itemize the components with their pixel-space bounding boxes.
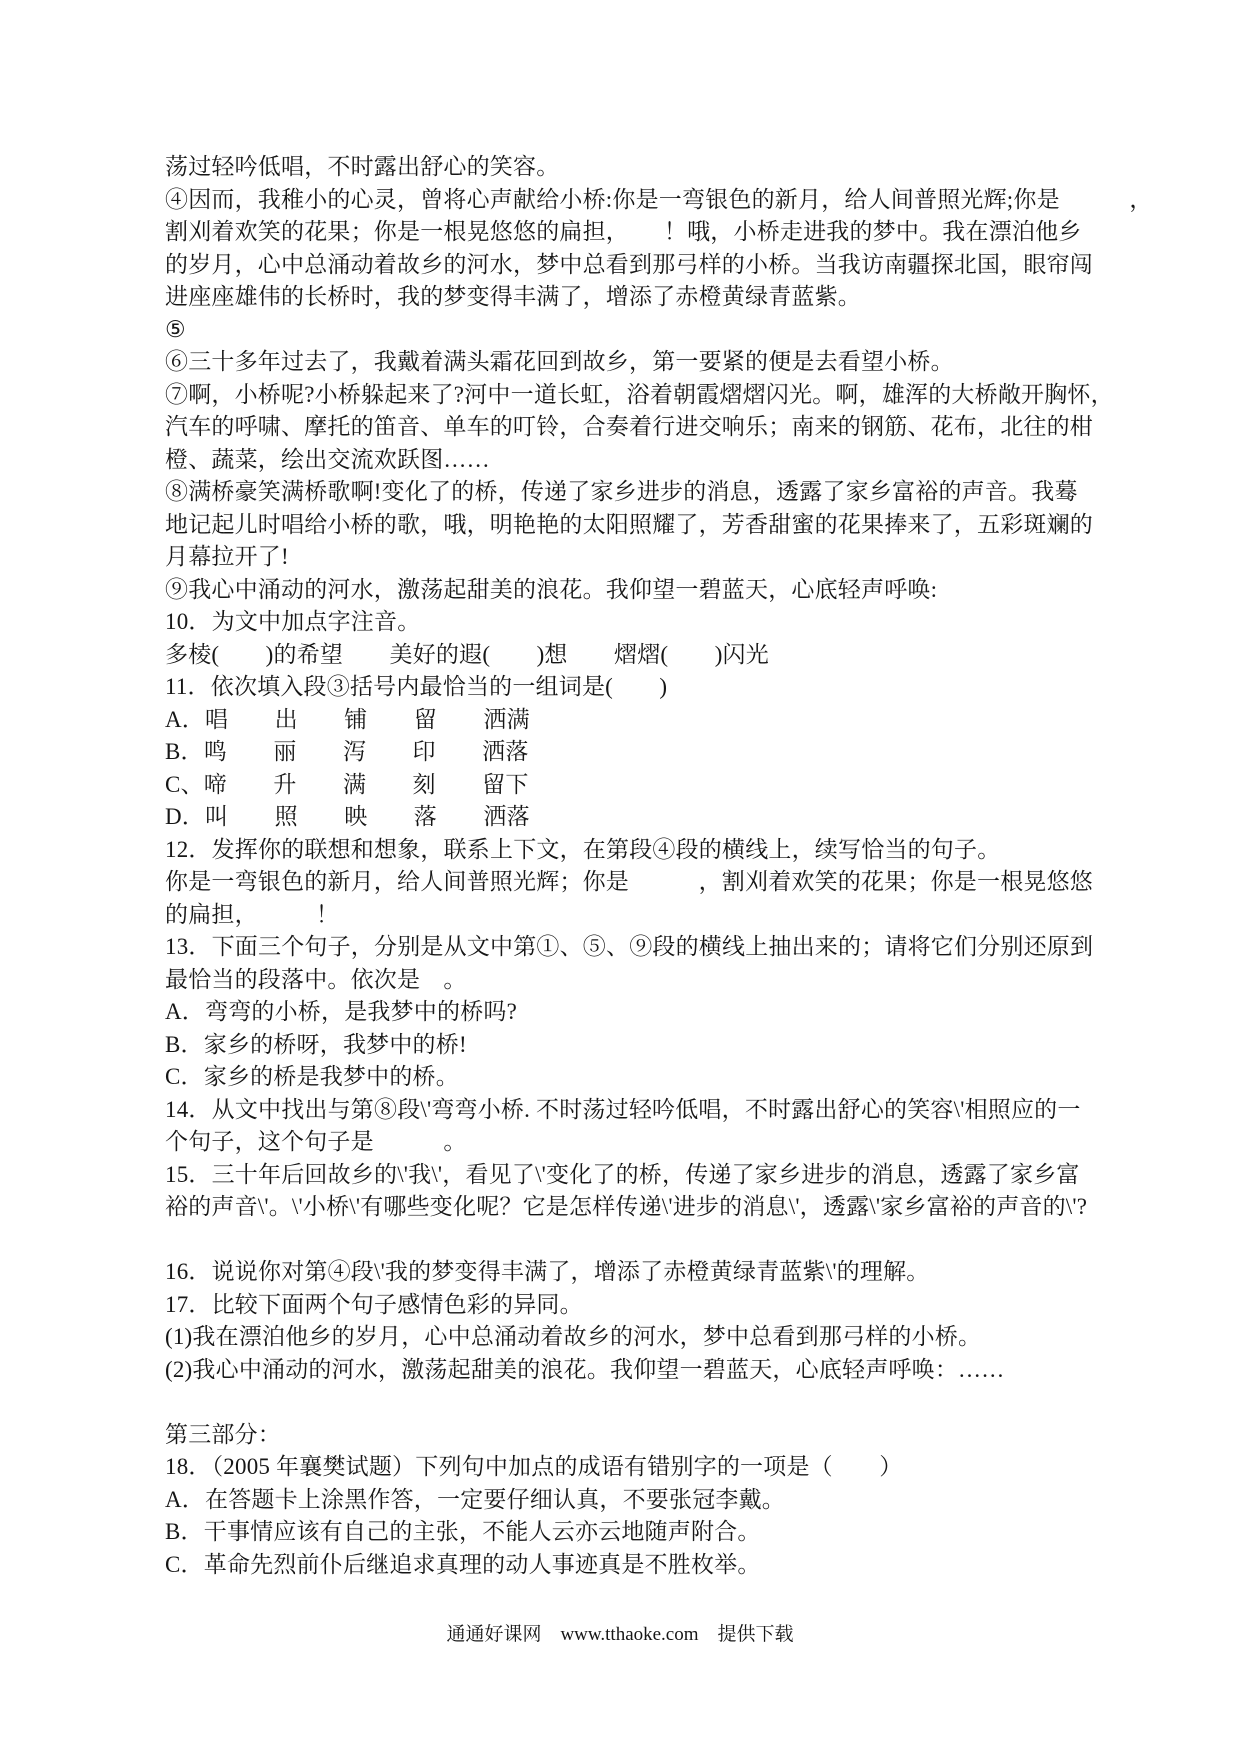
question-11-option-a: A．唱 出 铺 留 洒满	[165, 706, 530, 732]
passage-para7-line2: 汽车的呼啸、摩托的笛音、单车的叮铃，合奏着行进交响乐；南来的钢筋、花布，北往的柑	[165, 414, 1093, 439]
question-13-option-b: B．家乡的桥呀，我梦中的桥!	[165, 1031, 467, 1057]
question-18-option-b: B．干事情应该有自己的主张，不能人云亦云地随声附合。	[165, 1519, 761, 1544]
passage-para8-line2: 地记起儿时唱给小桥的歌，哦，明艳艳的太阳照耀了，芳香甜蜜的花果捧来了，五彩斑斓的	[165, 511, 1093, 537]
question-17-stem: 17．比较下面两个句子感情色彩的异同。	[165, 1291, 583, 1317]
question-17-sentence-1: (1)我在漂泊他乡的岁月，心中总涌动着故乡的河水，梦中总看到那弓样的小桥。	[165, 1324, 982, 1349]
question-12-sentence-line2: 的扁担， ！	[165, 901, 340, 927]
passage-para8-line3: 月幕拉开了!	[165, 544, 289, 569]
question-13-option-a: A．弯弯的小桥，是我梦中的桥吗?	[165, 999, 518, 1024]
question-11-option-c: C、啼 升 满 刻 留下	[165, 771, 529, 797]
question-10-items: 多棱( )的希望 美好的遐( )想 熠熠( )闪光	[165, 641, 769, 667]
passage-para5: ⑤	[165, 316, 186, 342]
blank-line	[165, 1386, 1125, 1419]
passage-para4-line3: 的岁月，心中总涌动着故乡的河水，梦中总看到那弓样的小桥。当我访南疆探北国，眼帘闯	[165, 251, 1093, 277]
question-12-stem: 12．发挥你的联想和想象，联系上下文，在第段④段的横线上，续写恰当的句子。	[165, 836, 1001, 862]
passage-para6: ⑥三十多年过去了，我戴着满头霜花回到故乡，第一要紧的便是去看望小桥。	[165, 349, 954, 374]
question-12-sentence-line1: 你是一弯银色的新月，给人间普照光辉；你是 ，割刈着欢笑的花果；你是一根晃悠悠	[165, 869, 1093, 894]
passage-para3-continuation: 荡过轻吟低唱，不时露出舒心的笑容。	[165, 154, 560, 179]
question-14-stem-line2: 个句子，这个句子是 。	[165, 1129, 467, 1154]
question-11-stem: 11．依次填入段③括号内最恰当的一组词是( )	[165, 674, 668, 699]
question-13-stem-line1: 13．下面三个句子，分别是从文中第①、⑤、⑨段的横线上抽出来的；请将它们分别还原到	[165, 934, 1094, 959]
passage-para7-line1: ⑦啊，小桥呢?小桥躲起来了?河中一道长虹，浴着朝霞熠熠闪光。啊，雄浑的大桥敞开胸怀，	[165, 381, 1114, 407]
question-13-stem-line2: 最恰当的段落中。依次是 。	[165, 966, 467, 992]
blank-line	[165, 1224, 1125, 1257]
passage-para4-line2: 割刈着欢笑的花果；你是一根晃悠悠的扁担， ！哦，小桥走进我的梦中。我在漂泊他乡	[165, 219, 1082, 244]
question-10-stem: 10．为文中加点字注音。	[165, 609, 421, 634]
question-13-option-c: C．家乡的桥是我梦中的桥。	[165, 1064, 459, 1089]
question-18-option-a: A．在答题卡上涂黑作答，一定要仔细认真，不要张冠李戴。	[165, 1486, 786, 1512]
passage-para4-line4: 进座座雄伟的长桥时，我的梦变得丰满了，增添了赤橙黄绿青蓝紫。	[165, 284, 861, 309]
question-17-sentence-2: (2)我心中涌动的河水，激荡起甜美的浪花。我仰望一碧蓝天，心底轻声呼唤：……	[165, 1356, 1005, 1382]
footer-watermark-text: 通通好课网 www.tthaoke.com 提供下载	[446, 1624, 794, 1645]
question-18-option-c: C．革命先烈前仆后继追求真理的动人事迹真是不胜枚举。	[165, 1551, 761, 1577]
question-11-option-d: D．叫 照 映 落 洒落	[165, 804, 530, 829]
question-15-stem-line2: 裕的声音\'。\'小桥\'有哪些变化呢？它是怎样传递\'进步的消息\'，透露\'家乡富裕的声音的\'?	[165, 1194, 1088, 1219]
question-15-stem-line1: 15．三十年后回故乡的\'我\'，看见了\'变化了的桥，传递了家乡进步的消息，透露了家乡富	[165, 1161, 1080, 1187]
question-18-stem: 18．（2005 年襄樊试题）下列句中加点的成语有错别字的一项是（ ）	[165, 1454, 903, 1479]
passage-para8-line1: ⑧满桥豪笑满桥歌啊!变化了的桥，传递了家乡进步的消息，透露了家乡富裕的声音。我蓦	[165, 479, 1078, 504]
question-14-stem-line1: 14．从文中找出与第⑧段\'弯弯小桥. 不时荡过轻吟低唱，不时露出舒心的笑容\'相照应的一	[165, 1096, 1081, 1122]
section-3-heading: 第三部分：	[165, 1421, 281, 1447]
question-11-option-b: B．鸣 丽 泻 印 洒落	[165, 739, 529, 764]
passage-para9: ⑨我心中涌动的河水，激荡起甜美的浪花。我仰望一碧蓝天，心底轻声呼唤:	[165, 576, 938, 602]
passage-para4-line1: ④因而，我稚小的心灵，曾将心声献给小桥:你是一弯银色的新月，给人间普照光辉;你是 ，	[165, 186, 1153, 212]
passage-para7-line3: 橙、蔬菜，绘出交流欢跃图……	[165, 446, 490, 472]
exam-text-body	[165, 151, 1153, 1581]
page-footer	[0, 1622, 1240, 1648]
question-16-stem: 16．说说你对第④段\'我的梦变得丰满了，增添了赤橙黄绿青蓝紫\'的理解。	[165, 1259, 930, 1284]
